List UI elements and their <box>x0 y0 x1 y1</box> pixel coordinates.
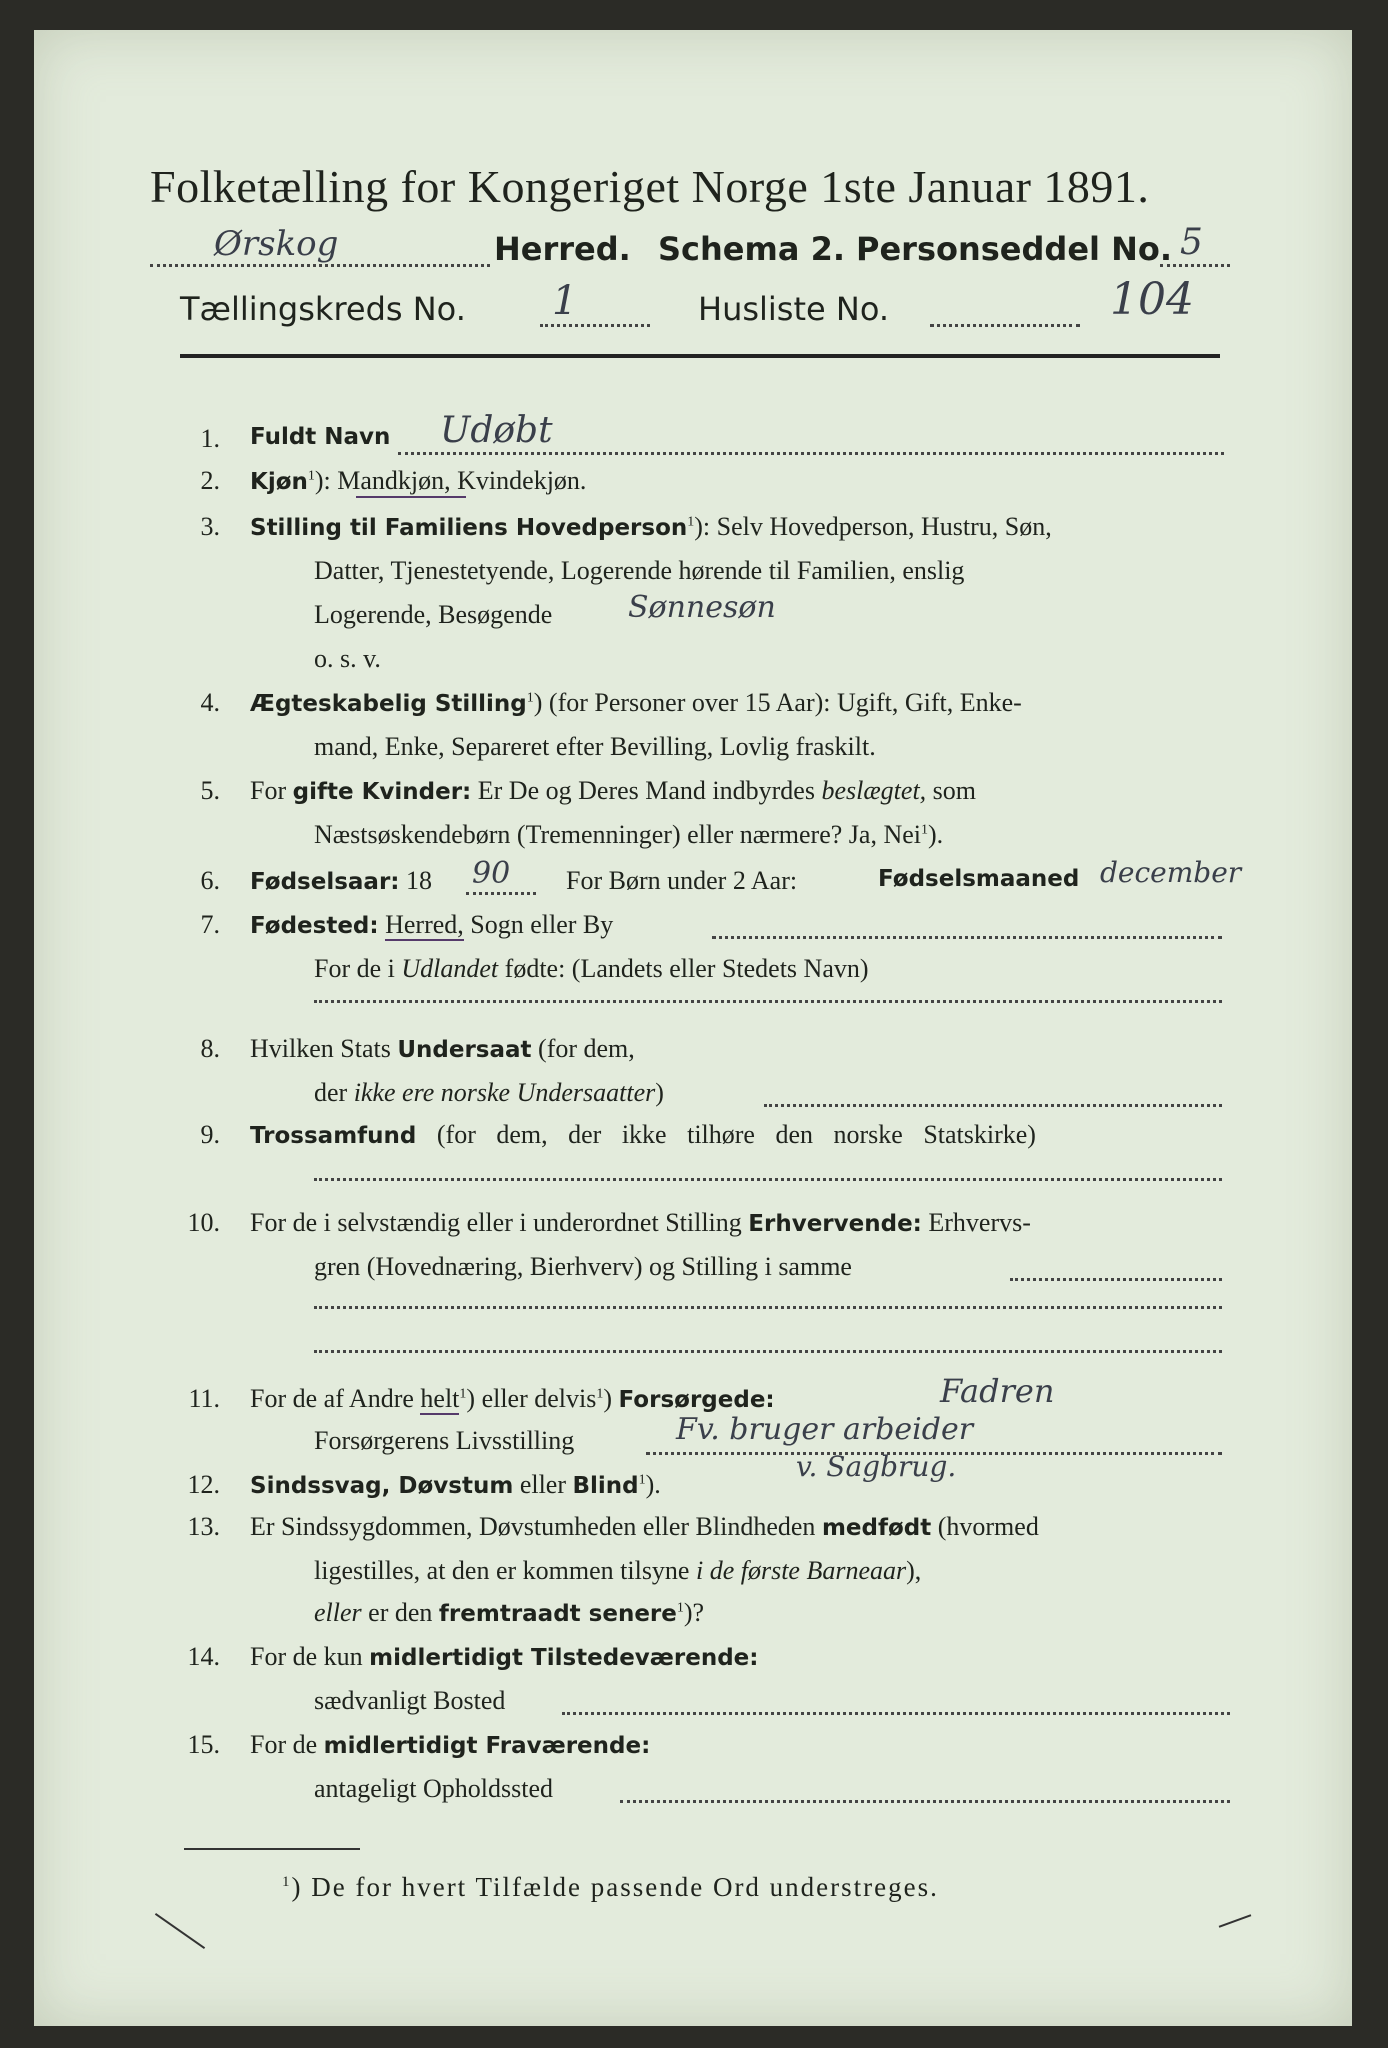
taellingskreds-dotted-line <box>540 324 650 327</box>
husliste-dotted-line <box>930 324 1080 327</box>
header-rule <box>180 354 1220 358</box>
item-line-text: ligestilles, at den er kommen tilsyne <box>314 1556 696 1585</box>
helt-underlined: helt <box>420 1384 460 1413</box>
item-rest: Erhvervs- <box>921 1208 1031 1237</box>
item-rest: (for dem, der ikke tilhøre den norske Statskirke) <box>416 1120 1036 1149</box>
item-line-end: ). <box>928 820 944 849</box>
item-line: Er De og Deres Mand indbyrdes <box>471 776 822 805</box>
item-number: 5. <box>200 776 220 805</box>
item-line: ): Selv Hovedperson, Hustru, Søn, <box>694 512 1052 541</box>
item-line <box>314 954 869 984</box>
item-text: Stilling til Familiens Hovedperson$^1$): Selv Hovedperson, Hustru, Søn, <box>250 512 1052 541</box>
herred-dotted-line <box>150 264 490 267</box>
item-line-text: ) <box>655 1078 664 1107</box>
item-line: mand, Enke, Separeret efter Bevilling, Lovlig fraskilt. <box>314 732 876 761</box>
item-text: Ægteskabelig Stilling$^1$) (for Personer over 15 Aar): Ugift, Gift, Enke- <box>250 688 1022 717</box>
item-text <box>250 1120 1036 1150</box>
item-line-text: der <box>314 1078 354 1107</box>
item-line-text: er den <box>361 1598 439 1627</box>
item-line-text: For de i <box>314 954 402 983</box>
supporter-occupation-value-cont: v. Sagbrug. <box>796 1450 957 1483</box>
item-mid: eller <box>513 1470 573 1499</box>
item-label: Sindssvag, Døvstum <box>250 1473 514 1499</box>
item-number: 13. <box>187 1512 220 1541</box>
item-line: sædvanligt Bosted <box>314 1686 506 1715</box>
birth-year-value: 90 <box>472 856 511 891</box>
form-title: Folketælling for Kongeriget Norge 1ste Januar 1891. <box>150 161 1150 212</box>
full-name-line <box>398 452 1224 455</box>
birth-year-line <box>466 892 536 895</box>
mandkjon-underline <box>356 496 466 498</box>
item-line: Logerende, Besøgende <box>314 600 553 629</box>
item-pre: For <box>250 776 293 805</box>
item-label: medfødt <box>821 1515 932 1541</box>
item-label: gifte Kvinder: <box>292 779 472 805</box>
item-mid: For Børn under 2 Aar: <box>566 866 798 895</box>
herred-underlined: Herred, <box>385 910 464 939</box>
item-label: Fuldt Navn <box>250 424 391 450</box>
item-line: ) (for Personer over 15 Aar): Ugift, Gift, Enke- <box>533 688 1022 717</box>
item-line: Forsørgerens Livsstilling <box>314 1426 575 1455</box>
item-number: 8. <box>200 1034 220 1063</box>
item-label: midlertidigt Fraværende: <box>323 1733 651 1759</box>
stay-place-line <box>620 1800 1230 1803</box>
item-italic: Udlandet <box>401 954 499 983</box>
full-name-value: Udøbt <box>440 410 553 451</box>
usual-residence-line <box>562 1712 1230 1715</box>
item-line <box>314 1078 664 1108</box>
item-line <box>314 1556 921 1586</box>
religion-line <box>314 1178 1222 1181</box>
taellingskreds-label: Tællingskreds No. <box>180 290 466 328</box>
footnote-marker: 1 <box>282 1874 292 1890</box>
item-end: ) <box>603 1384 613 1413</box>
item-number: 3. <box>200 512 220 541</box>
item-line-text: ), <box>906 1556 922 1585</box>
item-mid: ) eller delvis <box>466 1384 597 1413</box>
taellingskreds-value: 1 <box>552 278 578 324</box>
item-label: midlertidigt Tilstedeværende: <box>369 1645 759 1671</box>
item-label: fremtraadt senere <box>438 1601 677 1627</box>
personseddel-dotted-line <box>1160 264 1230 267</box>
husliste-label: Husliste No. <box>698 290 889 328</box>
footnote-rule <box>184 1848 360 1850</box>
occupation-line-3 <box>314 1350 1222 1353</box>
item-text <box>250 866 432 896</box>
item-pre: For de <box>250 1730 324 1759</box>
item-number: 9. <box>200 1120 220 1149</box>
family-position-value: Sønnesøn <box>628 590 776 625</box>
item-rest: (hvormed <box>931 1512 1039 1541</box>
birth-month-value: december <box>1100 856 1242 889</box>
item-number: 12. <box>187 1470 220 1499</box>
item-text <box>250 1034 635 1064</box>
item-text: For de af Andre helt$^1$) eller delvis$^1$) Forsørgede: <box>250 1384 775 1413</box>
item-number: 11. <box>188 1384 220 1413</box>
item-text <box>250 776 976 806</box>
footnote-ref: 1 <box>307 468 315 484</box>
herred-label: Herred. <box>494 230 631 268</box>
nationality-line <box>764 1104 1222 1107</box>
item-label: Forsørgede: <box>618 1387 775 1413</box>
item-line: antageligt Opholdssted <box>314 1774 554 1803</box>
personseddel-value: 5 <box>1180 222 1203 263</box>
item-text <box>250 1730 650 1760</box>
occupation-line-1 <box>1010 1278 1222 1281</box>
husliste-value: 104 <box>1110 274 1194 325</box>
item-text <box>250 1512 1039 1542</box>
item-pre: Hvilken Stats <box>250 1034 398 1063</box>
item-rest: (for dem, <box>531 1034 635 1063</box>
supporter-value: Fadren <box>940 1372 1055 1410</box>
item-number: 4. <box>200 688 220 717</box>
item-line-end: )? <box>683 1598 705 1627</box>
schema-label: Schema 2. <box>658 230 845 268</box>
item-italic: ikke ere norske Undersaatter <box>353 1078 656 1107</box>
item-text <box>250 1642 758 1672</box>
item-label: Blind <box>572 1473 639 1499</box>
footnote <box>282 1872 939 1903</box>
item-label: Trossamfund <box>250 1123 417 1149</box>
item-label: Fødselsmaaned <box>878 866 1080 892</box>
year-prefix: 18 <box>406 866 432 895</box>
item-line: gren (Hovednæring, Bierhverv) og Stilling i samme <box>314 1252 852 1281</box>
supporter-occupation-value: Fv. bruger arbeider <box>676 1412 974 1447</box>
item-label: Fødselsaar: <box>250 869 400 895</box>
item-line: som <box>926 776 977 805</box>
item-number: 14. <box>187 1642 220 1671</box>
footnote-text: ) De for hvert Tilfælde passende Ord understreges. <box>291 1872 939 1902</box>
item-pre: For de i selvstændig eller i underordnet Stilling <box>250 1208 749 1237</box>
item-text: Sindssvag, Døvstum eller Blind$^1$). <box>250 1470 661 1499</box>
item-text <box>250 1208 1031 1238</box>
item-italic: i de første Barneaar <box>695 1556 907 1585</box>
item-line: Datter, Tjenestetyende, Logerende hørende til Familien, enslig <box>314 556 965 585</box>
item-number: 7. <box>200 910 220 939</box>
item-number: 10. <box>187 1208 220 1237</box>
item-pre: For de kun <box>250 1642 370 1671</box>
census-form-page <box>34 30 1352 2026</box>
item-label: Kjøn <box>250 469 308 495</box>
item-label: Fødested: <box>250 913 379 939</box>
item-line: Næstsøskendebørn (Tremenninger) eller nærmere? Ja, Nei$^1$). <box>314 820 944 849</box>
item-line-text: fødte: (Landets eller Stedets Navn) <box>498 954 869 983</box>
foreign-birthplace-line <box>314 1000 1222 1003</box>
item-number: 2. <box>200 466 220 495</box>
item-rest: ): Mandkjøn, Kvindekjøn. <box>314 466 587 495</box>
item-line: o. s. v. <box>314 644 381 673</box>
occupation-line-2 <box>314 1306 1222 1309</box>
item-end: ). <box>645 1470 661 1499</box>
personseddel-label: Personseddel No. <box>856 230 1173 268</box>
item-pre: Er Sindssygdommen, Døvstumheden eller Blindheden <box>250 1512 822 1541</box>
item-label: Erhvervende: <box>748 1211 922 1237</box>
item-pre: For de af Andre <box>250 1384 421 1413</box>
item-italic: beslægtet, <box>821 776 927 805</box>
item-line: eller er den fremtraadt senere$^1$)? <box>314 1598 705 1627</box>
item-number: 1. <box>200 424 220 453</box>
item-label: Undersaat <box>397 1037 532 1063</box>
item-label: Stilling til Familiens Hovedperson <box>250 515 688 541</box>
item-line-text: Næstsøskendebørn (Tremenninger) eller nærmere? Ja, Nei <box>314 820 921 849</box>
item-text <box>250 466 586 496</box>
item-label: Ægteskabelig Stilling <box>250 691 527 717</box>
item-number: 15. <box>187 1730 220 1759</box>
item-rest: Sogn eller By <box>463 910 614 939</box>
birthplace-line <box>712 936 1222 939</box>
item-text <box>250 910 613 940</box>
item-italic: eller <box>314 1598 362 1627</box>
item-number: 6. <box>200 866 220 895</box>
herred-value: Ørskog <box>214 224 339 264</box>
